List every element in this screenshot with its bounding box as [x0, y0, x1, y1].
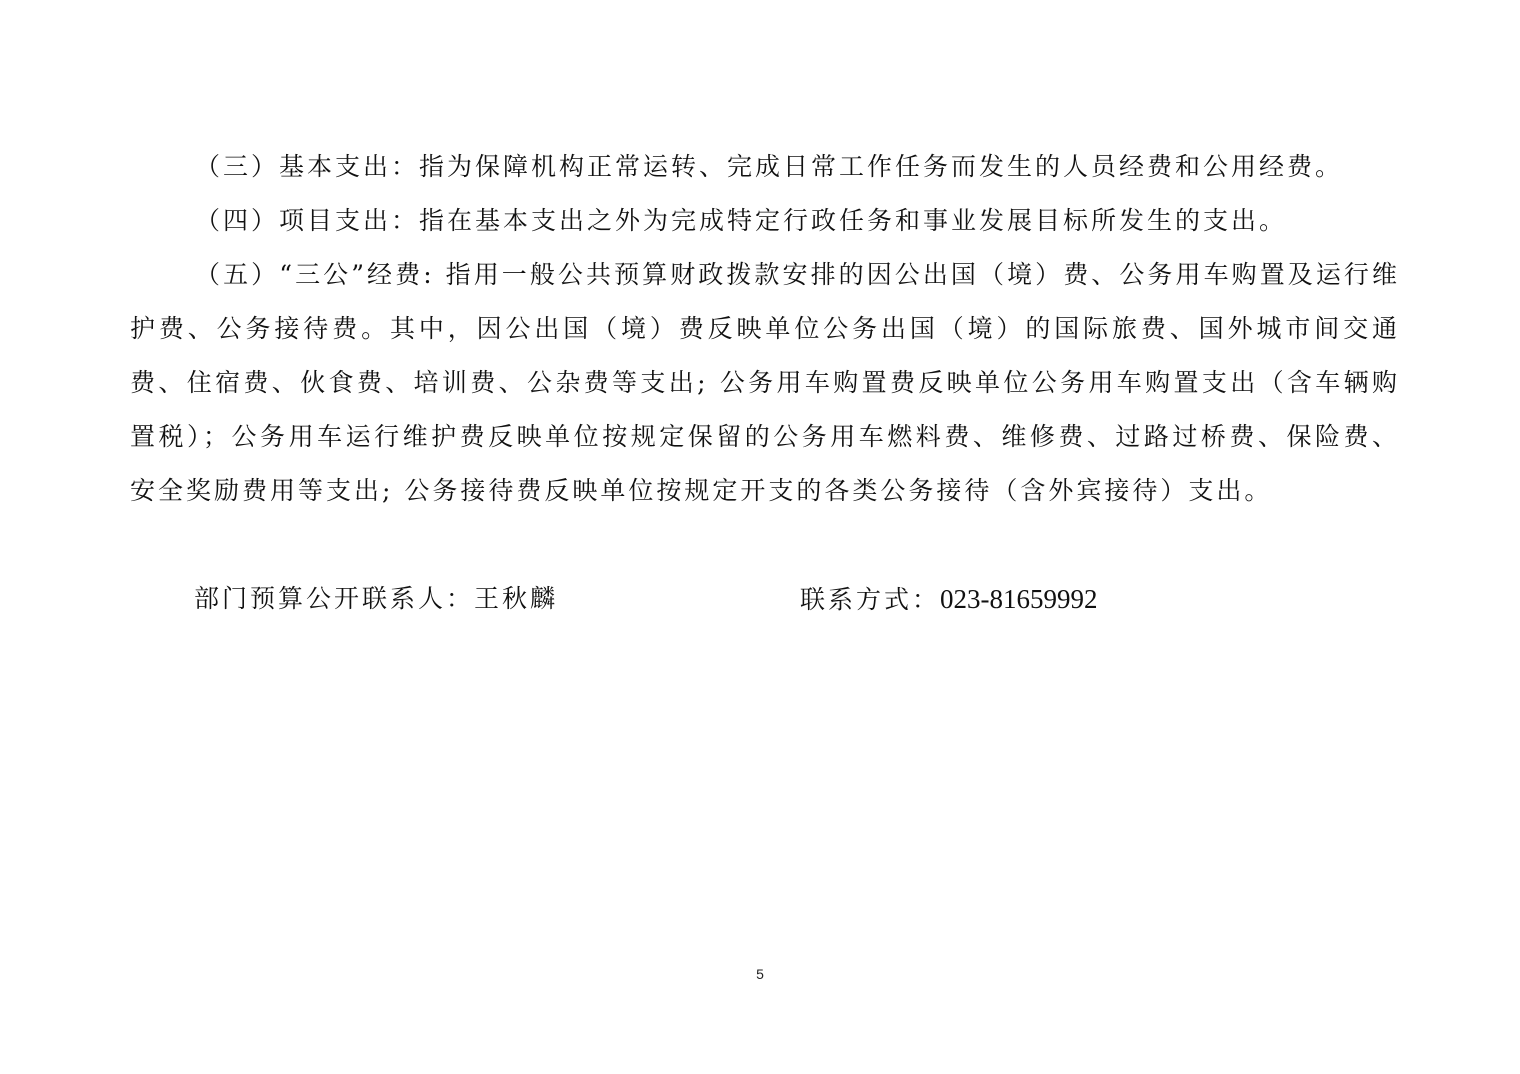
paragraph-project-expenditure: （四）项目支出：指在基本支出之外为完成特定行政任务和事业发展目标所发生的支出。	[195, 206, 1288, 235]
contact-method-label: 联系方式：	[800, 585, 941, 614]
page-number: 5	[756, 966, 764, 982]
contact-method	[800, 572, 1098, 627]
body-text	[130, 140, 1400, 518]
contact-person-label: 部门预算公开联系人：	[194, 584, 475, 613]
contact-phone: 023-81659992	[940, 584, 1098, 614]
paragraph-basic-expenditure: （三）基本支出：指为保障机构正常运转、完成日常工作任务而发生的人员经费和公用经费。	[195, 152, 1344, 181]
contact-person-name: 王秋麟	[474, 584, 559, 613]
contact-person	[194, 572, 558, 626]
paragraph-three-public-expenses: （五）“三公”经费: 指用一般公共预算财政拨款安排的因公出国（境）费、公务用车购置及运行维护费、公务接待费。其中，因公出国（境）费反映单位公务出国（境）的国际旅费、国外城市间交通费、住宿费、伙食费、培训费、公杂费等支出; 公务用车购置费反映单位公务用车购置支出（含车辆购置税）；公务用车运行维护费反映单位按规定保留的公务用车燃料费、维修费、过路过桥费、保险费、安全奖励费用等支出; 公务接待费反映单位按规定开支的各类公务接待（含外宾接待）支出。	[130, 260, 1400, 505]
contact-row	[0, 572, 1520, 626]
